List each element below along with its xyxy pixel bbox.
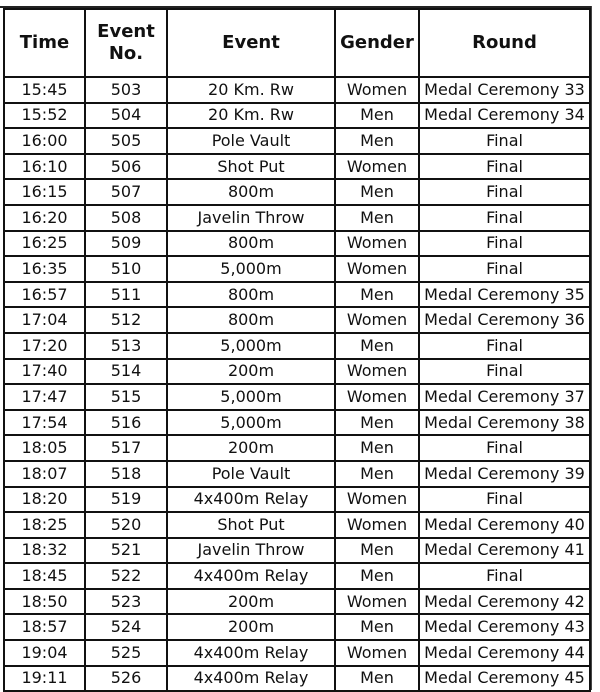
cell-gender: Women — [335, 359, 419, 385]
cell-time: 18:25 — [4, 512, 85, 538]
table-row — [4, 435, 590, 461]
cell-round: Medal Ceremony 35 — [419, 282, 590, 308]
cell-time: 19:04 — [4, 640, 85, 666]
header-event-no — [85, 9, 167, 77]
cell-gender: Men — [335, 103, 419, 129]
cell-no: 521 — [85, 538, 167, 564]
table-row — [4, 563, 590, 589]
table-row — [4, 128, 590, 154]
cell-round: Final — [419, 256, 590, 282]
cell-event: 800m — [167, 307, 335, 333]
cell-gender: Women — [335, 256, 419, 282]
header-event-no-line2: No. — [108, 43, 144, 64]
cell-event: 4x400m Relay — [167, 640, 335, 666]
cell-gender: Men — [335, 410, 419, 436]
table-row — [4, 103, 590, 129]
right-rule — [591, 6, 592, 690]
cell-no: 512 — [85, 307, 167, 333]
cell-round: Final — [419, 179, 590, 205]
cell-gender: Women — [335, 77, 419, 103]
cell-time: 15:45 — [4, 77, 85, 103]
cell-time: 16:57 — [4, 282, 85, 308]
cell-gender: Women — [335, 487, 419, 513]
cell-time: 16:10 — [4, 154, 85, 180]
cell-no: 510 — [85, 256, 167, 282]
cell-no: 505 — [85, 128, 167, 154]
cell-round: Final — [419, 128, 590, 154]
cell-round: Final — [419, 435, 590, 461]
table-row — [4, 666, 590, 692]
cell-gender: Women — [335, 231, 419, 257]
cell-round: Medal Ceremony 41 — [419, 538, 590, 564]
cell-time: 18:32 — [4, 538, 85, 564]
cell-no: 504 — [85, 103, 167, 129]
cell-no: 525 — [85, 640, 167, 666]
cell-time: 18:20 — [4, 487, 85, 513]
cell-time: 17:40 — [4, 359, 85, 385]
table-row — [4, 205, 590, 231]
cell-no: 519 — [85, 487, 167, 513]
table-row — [4, 461, 590, 487]
cell-time: 17:04 — [4, 307, 85, 333]
table-row — [4, 179, 590, 205]
cell-round: Final — [419, 563, 590, 589]
cell-round: Final — [419, 205, 590, 231]
table-row — [4, 333, 590, 359]
table-row — [4, 77, 590, 103]
cell-event: 4x400m Relay — [167, 666, 335, 692]
cell-event: Pole Vault — [167, 461, 335, 487]
cell-event: 20 Km. Rw — [167, 103, 335, 129]
cell-gender: Women — [335, 512, 419, 538]
cell-gender: Men — [335, 666, 419, 692]
cell-round: Final — [419, 359, 590, 385]
cell-no: 509 — [85, 231, 167, 257]
cell-gender: Men — [335, 461, 419, 487]
cell-round: Medal Ceremony 37 — [419, 384, 590, 410]
cell-gender: Women — [335, 640, 419, 666]
cell-time: 18:50 — [4, 589, 85, 615]
cell-gender: Men — [335, 563, 419, 589]
table-row — [4, 640, 590, 666]
cell-no: 518 — [85, 461, 167, 487]
table-row — [4, 359, 590, 385]
cell-gender: Women — [335, 307, 419, 333]
cell-no: 517 — [85, 435, 167, 461]
cell-event: Shot Put — [167, 154, 335, 180]
cell-round: Medal Ceremony 42 — [419, 589, 590, 615]
cell-no: 513 — [85, 333, 167, 359]
cell-gender: Men — [335, 538, 419, 564]
cell-gender: Men — [335, 614, 419, 640]
header-row — [4, 9, 590, 77]
cell-time: 15:52 — [4, 103, 85, 129]
table-row — [4, 614, 590, 640]
cell-gender: Women — [335, 589, 419, 615]
cell-gender: Men — [335, 435, 419, 461]
cell-time: 16:35 — [4, 256, 85, 282]
cell-round: Medal Ceremony 38 — [419, 410, 590, 436]
cell-event: 200m — [167, 589, 335, 615]
cell-time: 18:07 — [4, 461, 85, 487]
cell-time: 18:57 — [4, 614, 85, 640]
cell-round: Medal Ceremony 34 — [419, 103, 590, 129]
cell-gender: Women — [335, 154, 419, 180]
cell-round: Final — [419, 333, 590, 359]
cell-event: 20 Km. Rw — [167, 77, 335, 103]
cell-no: 511 — [85, 282, 167, 308]
header-round: Round — [419, 9, 590, 77]
cell-no: 516 — [85, 410, 167, 436]
cell-no: 506 — [85, 154, 167, 180]
table-row — [4, 487, 590, 513]
cell-event: 5,000m — [167, 410, 335, 436]
cell-round: Medal Ceremony 43 — [419, 614, 590, 640]
cell-no: 523 — [85, 589, 167, 615]
header-time: Time — [4, 9, 85, 77]
cell-time: 17:20 — [4, 333, 85, 359]
cell-time: 17:47 — [4, 384, 85, 410]
cell-event: Javelin Throw — [167, 205, 335, 231]
cell-no: 508 — [85, 205, 167, 231]
cell-event: 800m — [167, 282, 335, 308]
cell-event: 200m — [167, 614, 335, 640]
cell-round: Medal Ceremony 39 — [419, 461, 590, 487]
cell-event: 5,000m — [167, 333, 335, 359]
cell-event: 800m — [167, 231, 335, 257]
cell-round: Medal Ceremony 45 — [419, 666, 590, 692]
cell-time: 19:11 — [4, 666, 85, 692]
table-row — [4, 282, 590, 308]
table-row — [4, 589, 590, 615]
cell-no: 520 — [85, 512, 167, 538]
table-body — [4, 77, 590, 691]
cell-event: 5,000m — [167, 384, 335, 410]
cell-event: Pole Vault — [167, 128, 335, 154]
cell-no: 524 — [85, 614, 167, 640]
cell-no: 507 — [85, 179, 167, 205]
cell-event: 200m — [167, 435, 335, 461]
cell-round: Medal Ceremony 36 — [419, 307, 590, 333]
cell-gender: Men — [335, 128, 419, 154]
cell-time: 16:20 — [4, 205, 85, 231]
cell-round: Medal Ceremony 44 — [419, 640, 590, 666]
cell-time: 16:25 — [4, 231, 85, 257]
table-row — [4, 231, 590, 257]
cell-round: Medal Ceremony 33 — [419, 77, 590, 103]
cell-no: 522 — [85, 563, 167, 589]
table-row — [4, 256, 590, 282]
cell-time: 18:45 — [4, 563, 85, 589]
cell-event: 4x400m Relay — [167, 487, 335, 513]
cell-event: Shot Put — [167, 512, 335, 538]
table-row — [4, 512, 590, 538]
cell-gender: Men — [335, 333, 419, 359]
header-gender: Gender — [335, 9, 419, 77]
cell-round: Final — [419, 154, 590, 180]
cell-time: 18:05 — [4, 435, 85, 461]
cell-event: 4x400m Relay — [167, 563, 335, 589]
cell-gender: Men — [335, 282, 419, 308]
table-row — [4, 307, 590, 333]
cell-round: Final — [419, 231, 590, 257]
table-row — [4, 410, 590, 436]
cell-time: 16:00 — [4, 128, 85, 154]
cell-round: Medal Ceremony 40 — [419, 512, 590, 538]
cell-no: 514 — [85, 359, 167, 385]
cell-no: 526 — [85, 666, 167, 692]
cell-no: 515 — [85, 384, 167, 410]
cell-gender: Men — [335, 179, 419, 205]
cell-time: 16:15 — [4, 179, 85, 205]
cell-event: 200m — [167, 359, 335, 385]
cell-gender: Women — [335, 384, 419, 410]
header-event: Event — [167, 9, 335, 77]
table-row — [4, 154, 590, 180]
cell-time: 17:54 — [4, 410, 85, 436]
cell-no: 503 — [85, 77, 167, 103]
table-row — [4, 538, 590, 564]
cell-gender: Men — [335, 205, 419, 231]
cell-event: Javelin Throw — [167, 538, 335, 564]
table-row — [4, 384, 590, 410]
cell-event: 5,000m — [167, 256, 335, 282]
cell-event: 800m — [167, 179, 335, 205]
header-event-no-line1: Event — [97, 21, 155, 42]
schedule-table — [3, 8, 591, 692]
cell-round: Final — [419, 487, 590, 513]
